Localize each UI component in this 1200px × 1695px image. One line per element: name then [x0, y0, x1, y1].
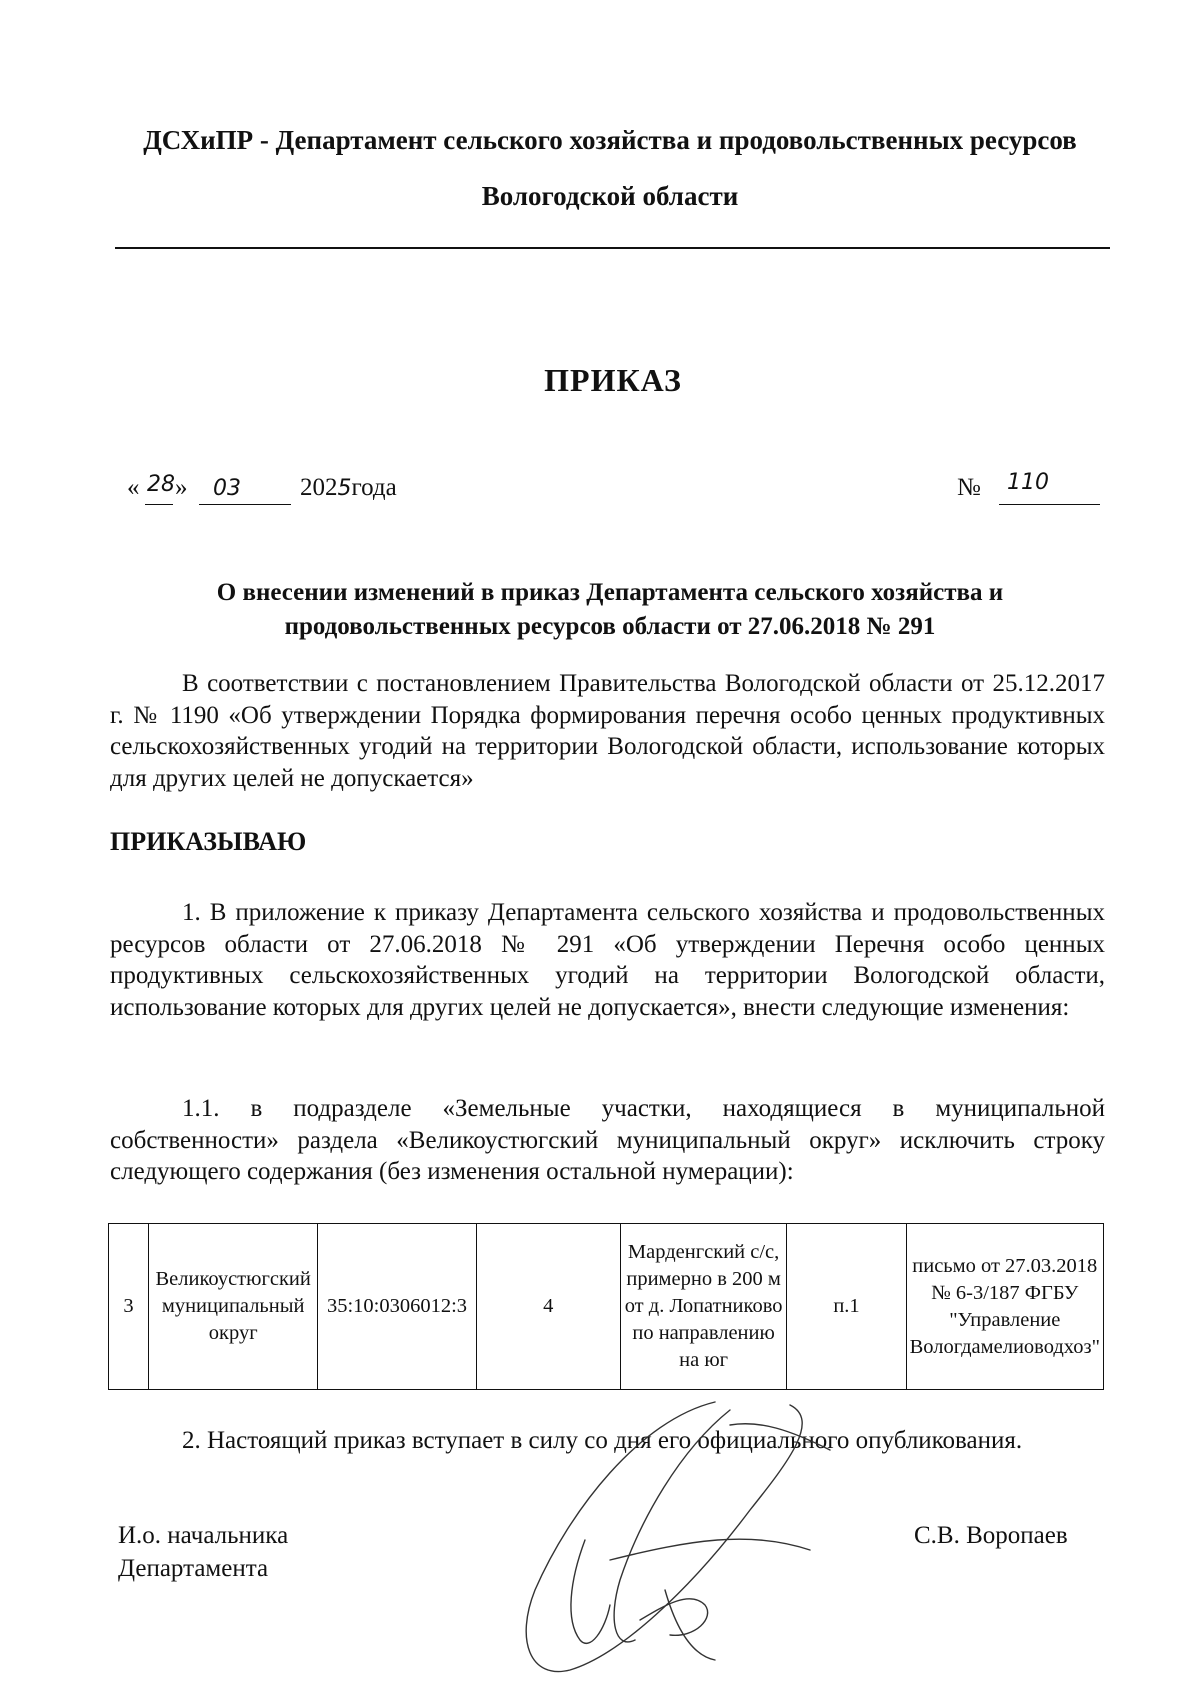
- order-number-label: №: [957, 474, 981, 501]
- date-year: [300, 474, 397, 502]
- item-1-paragraph: 1. В приложение к приказу Департамента сельского хозяйства и продовольственных ресурсов области от 27.06.2018 № 291 «Об утверждении Перечня особо ценных продуктивных сельскохозяйственных угодий на территории Вологодской области, использование которых для других целей не допускается», внести следующие изменения:: [110, 899, 1105, 1021]
- item-1-1-paragraph: 1.1. в подразделе «Земельные участки, находящиеся в муниципальной собственности» раздела «Великоустюгский муниципальный округ» исключить строку следующего содержания (без изменения остальной нумерации):: [110, 1095, 1105, 1185]
- document-title: ПРИКАЗ: [544, 362, 682, 398]
- date-day: 28: [147, 472, 175, 497]
- month-underline: [199, 504, 291, 505]
- cell-criterion: п.1: [787, 1224, 906, 1390]
- number-underline: [999, 504, 1100, 505]
- date-number-line: [127, 470, 1102, 514]
- issuer-header: [110, 112, 1110, 224]
- position-line-1: И.о. начальника: [118, 1522, 289, 1549]
- position-line-2: Департамента: [118, 1555, 269, 1582]
- issuer-region: Вологодской области: [481, 181, 739, 211]
- cell-cadastral-number: 35:10:0306012:3: [318, 1224, 477, 1390]
- handwritten-signature: [490, 1390, 870, 1690]
- cell-district: Великоустюгский муниципальный округ: [149, 1224, 318, 1390]
- day-underline: [145, 504, 173, 505]
- excluded-row-table: [108, 1223, 1104, 1390]
- issuer-name: ДСХиПР - Департамент сельского хозяйства и продовольственных ресурсов: [143, 125, 1077, 155]
- date-year-printed: 202: [300, 474, 338, 501]
- cell-area: 4: [476, 1224, 620, 1390]
- subject-line-1: О внесении изменений в приказ Департамента сельского хозяйства и: [216, 579, 1004, 606]
- signatory-position: [118, 1519, 288, 1585]
- order-subject: [110, 576, 1110, 644]
- cell-location: Марденгский с/с, примерно в 200 м от д. Лопатниково по направлению на юг: [620, 1224, 787, 1390]
- header-divider: [115, 247, 1110, 249]
- date-year-suffix: года: [351, 474, 397, 501]
- cell-number: 3: [109, 1224, 149, 1390]
- subject-line-2: продовольственных ресурсов области от 27.06.2018 № 291: [284, 613, 936, 640]
- signatory-name: С.В. Воропаев: [914, 1522, 1068, 1549]
- order-directive: ПРИКАЗЫВАЮ: [110, 827, 307, 856]
- table-row: [109, 1224, 1104, 1390]
- cell-basis: письмо от 27.03.2018 № 6-3/187 ФГБУ "Управление Вологдамелиоводхоз": [906, 1224, 1103, 1390]
- preamble-paragraph: В соответствии с постановлением Правительства Вологодской области от 25.12.2017 г. № 1190 «Об утверждении Порядка формирования перечня особо ценных продуктивных сельскохозяйственных угодий на территории Вологодской области, использование которых для других целей не допускается»: [110, 670, 1105, 792]
- date-year-handwritten: 5: [337, 476, 352, 501]
- date-month: 03: [213, 476, 241, 501]
- date-open-quote: «: [127, 474, 140, 501]
- order-number: 110: [1007, 470, 1049, 495]
- item-2-paragraph: 2. Настоящий приказ вступает в силу со дня его официального опубликования.: [182, 1427, 1023, 1454]
- date-close-quote: »: [175, 474, 188, 501]
